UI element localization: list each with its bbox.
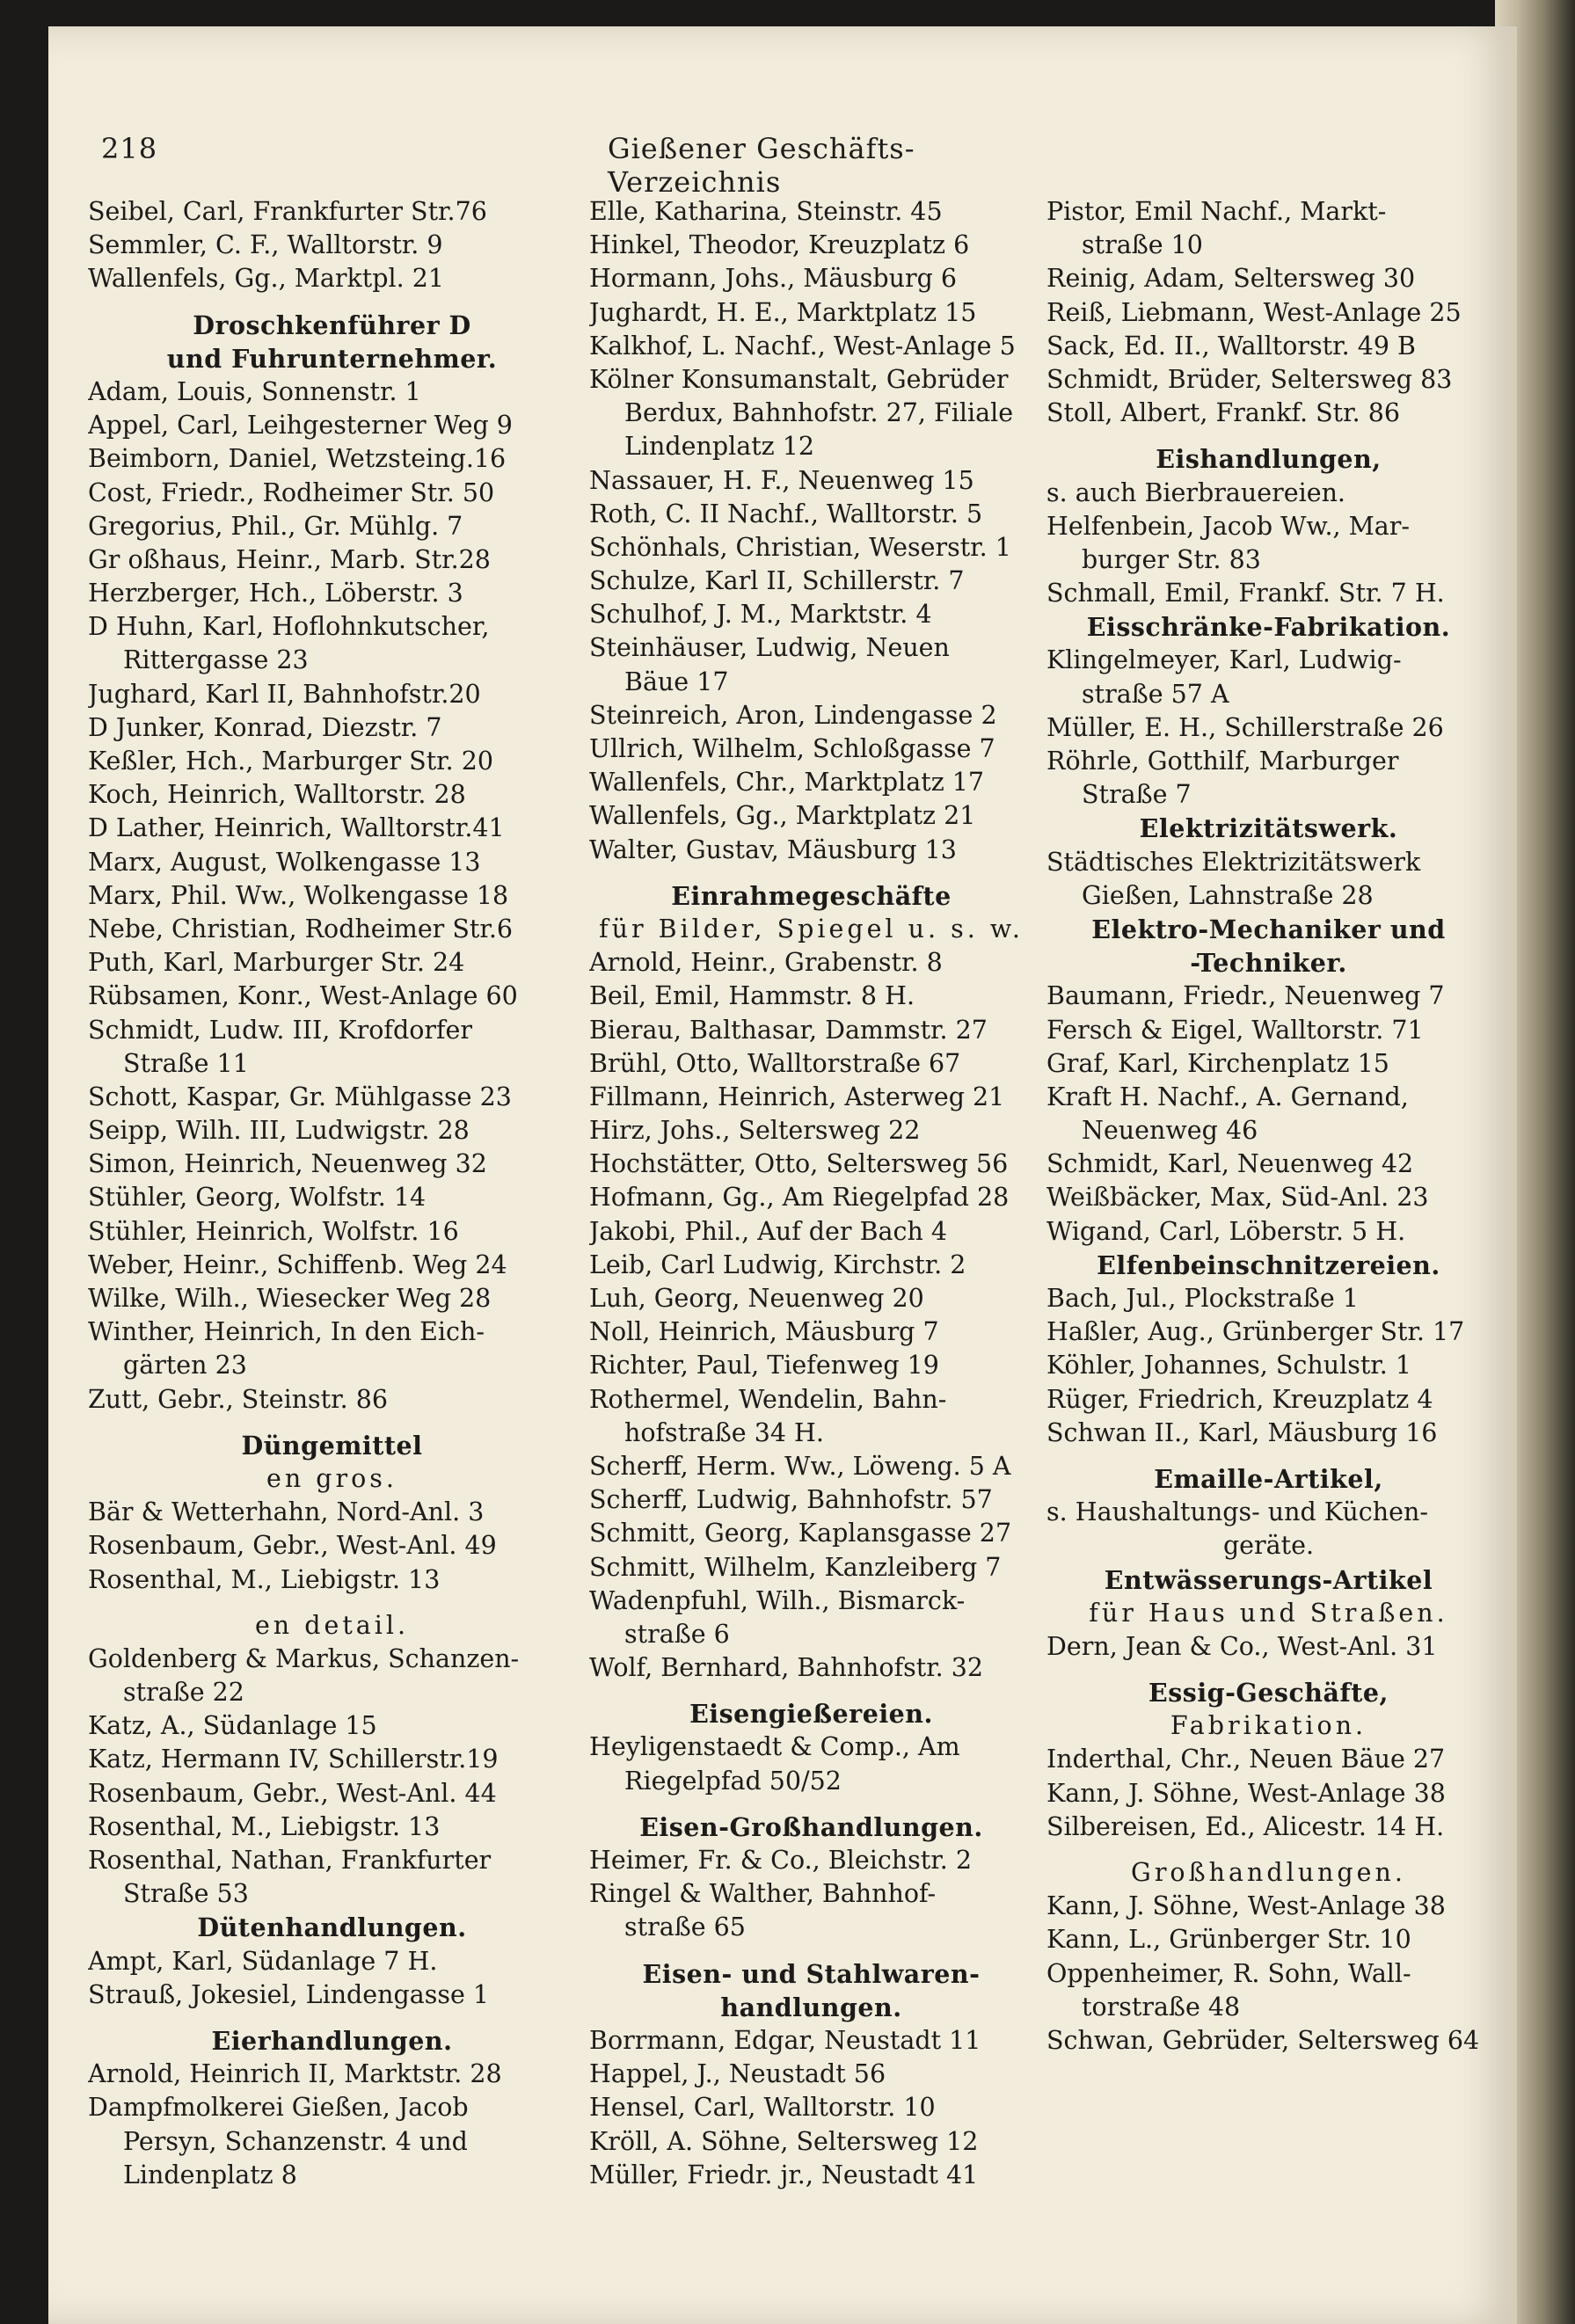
directory-entry: Elle, Katharina, Steinstr. 45 [589, 197, 943, 226]
directory-entry: Schmitt, Georg, Kaplansgasse 27 [589, 1519, 1012, 1548]
entry-continuation: Riegelpfad 50/52 [624, 1766, 842, 1796]
directory-entry: Kölner Konsumanstalt, Gebrüder [589, 364, 1009, 394]
entry-continuation: Straße 7 [1082, 780, 1192, 810]
category-subheading: Großhandlungen. [1131, 1858, 1406, 1887]
category-subheading: Fabrikation. [1170, 1711, 1367, 1741]
directory-entry: Kröll, A. Söhne, Seltersweg 12 [589, 2126, 979, 2156]
directory-entry: Herzberger, Hch., Löberstr. 3 [88, 579, 463, 608]
directory-entry: Schmidt, Brüder, Seltersweg 83 [1046, 364, 1453, 394]
directory-column-3 [1046, 195, 1491, 2058]
directory-entry: Wilke, Wilh., Wiesecker Weg 28 [88, 1284, 492, 1313]
directory-entry: Roth, C. II Nachf., Walltorstr. 5 [589, 499, 983, 528]
directory-entry: Kann, J. Söhne, West-Anlage 38 [1046, 1891, 1446, 1921]
directory-entry: Ullrich, Wilhelm, Schloßgasse 7 [589, 734, 995, 763]
entry-continuation: Gießen, Lahnstraße 28 [1082, 880, 1374, 910]
spacer [88, 1417, 576, 1429]
directory-entry: Baumann, Friedr., Neuenweg 7 [1046, 981, 1445, 1011]
directory-entry: Kann, L., Grünberger Str. 10 [1046, 1925, 1411, 1955]
directory-entry: Scherff, Ludwig, Bahnhofstr. 57 [589, 1485, 993, 1515]
category-subheading: en detail. [254, 1610, 410, 1640]
directory-entry: Schulhof, J. M., Marktstr. 4 [589, 600, 932, 630]
directory-entry: Röhrle, Gotthilf, Marburger [1046, 747, 1399, 776]
directory-entry: Arnold, Heinrich II, Marktstr. 28 [88, 2059, 502, 2089]
directory-entry: Klingelmeyer, Karl, Ludwig- [1046, 645, 1402, 675]
directory-entry: Rosenthal, M., Liebigstr. 13 [88, 1564, 441, 1594]
spacer [589, 867, 1033, 879]
directory-entry: Leib, Carl Ludwig, Kirchstr. 2 [589, 1249, 966, 1279]
spacer [589, 1945, 1033, 1957]
page-number: 218 [101, 132, 158, 165]
category-heading: Elektro-Mechaniker und [1091, 914, 1446, 944]
directory-entry: Müller, Friedr. jr., Neustadt 41 [589, 2160, 979, 2189]
directory-entry: Gregorius, Phil., Gr. Mühlg. 7 [88, 511, 463, 541]
directory-entry: D Huhn, Karl, Hoflohnkutscher, [88, 612, 490, 642]
directory-entry: Schmall, Emil, Frankf. Str. 7 H. [1046, 579, 1445, 608]
directory-entry: Hensel, Carl, Walltorstr. 10 [589, 2093, 936, 2123]
directory-entry: D Junker, Konrad, Diezstr. 7 [88, 712, 442, 742]
entry-continuation: Persyn, Schanzenstr. 4 und [123, 2126, 468, 2156]
directory-entry: Reinig, Adam, Seltersweg 30 [1046, 264, 1416, 294]
directory-entry: Simon, Heinrich, Neuenweg 32 [88, 1149, 487, 1179]
directory-entry: Bär & Wetterhahn, Nord-Anl. 3 [88, 1497, 485, 1527]
directory-entry: Winther, Heinrich, In den Eich- [88, 1317, 485, 1347]
directory-entry: Wallenfels, Chr., Marktplatz 17 [589, 768, 985, 798]
directory-entry: Fersch & Eigel, Walltorstr. 71 [1046, 1015, 1424, 1045]
directory-entry: Steinreich, Aron, Lindengasse 2 [589, 700, 997, 730]
directory-entry: Jughard, Karl II, Bahnhofstr.20 [88, 679, 481, 709]
directory-entry: Rosenbaum, Gebr., West-Anl. 49 [88, 1531, 497, 1561]
entry-continuation: Berdux, Bahnhofstr. 27, Filiale [624, 398, 1014, 428]
category-heading: und Fuhrunternehmer. [166, 343, 498, 374]
entry-continuation: hofstraße 34 H. [624, 1417, 824, 1447]
directory-entry: D Lather, Heinrich, Walltorstr.41 [88, 813, 505, 843]
directory-entry: Schwan, Gebrüder, Seltersweg 64 [1046, 2025, 1480, 2055]
spacer [589, 1685, 1033, 1697]
directory-entry: Stühler, Georg, Wolfstr. 14 [88, 1183, 427, 1213]
directory-entry: Jakobi, Phil., Auf der Bach 4 [589, 1216, 948, 1246]
page-header [101, 132, 1024, 199]
directory-entry: Wallenfels, Gg., Marktpl. 21 [88, 264, 444, 294]
spacer [589, 1798, 1033, 1810]
directory-entry: Rüger, Friedrich, Kreuzplatz 4 [1046, 1384, 1433, 1414]
category-subheading: für Bilder, Spiegel u. s. w. [599, 914, 1024, 943]
directory-entry: Rosenthal, Nathan, Frankfurter [88, 1846, 492, 1875]
directory-entry: Scherff, Herm. Ww., Löweng. 5 A [589, 1451, 1011, 1481]
directory-entry: Katz, Hermann IV, Schillerstr.19 [88, 1745, 499, 1774]
spacer [1046, 1450, 1491, 1462]
directory-entry: Zutt, Gebr., Steinstr. 86 [88, 1384, 388, 1414]
directory-entry: Rothermel, Wendelin, Bahn- [589, 1384, 947, 1414]
directory-entry: Schott, Kaspar, Gr. Mühlgasse 23 [88, 1082, 512, 1111]
page-title: Gießener Geschäfts-Verzeichnis [608, 132, 915, 199]
entry-continuation: straße 10 [1082, 230, 1203, 260]
category-heading: Eierhandlungen. [211, 2025, 453, 2056]
entry-continuation: Straße 11 [123, 1048, 249, 1078]
category-heading: Essig-Geschäfte, [1148, 1678, 1389, 1708]
directory-entry: Haßler, Aug., Grünberger Str. 17 [1046, 1317, 1465, 1347]
cross-reference: s. auch Bierbrauereien. [1046, 477, 1345, 507]
directory-entry: Beil, Emil, Hammstr. 8 H. [589, 981, 915, 1011]
directory-entry: s. Haushaltungs- und Küchen- [1046, 1497, 1428, 1527]
entry-continuation: Neuenweg 46 [1082, 1116, 1258, 1146]
directory-entry: Stühler, Heinrich, Wolfstr. 16 [88, 1216, 459, 1246]
directory-entry: Seipp, Wilh. III, Ludwigstr. 28 [88, 1116, 470, 1146]
directory-entry: Luh, Georg, Neuenweg 20 [589, 1284, 924, 1313]
spacer [88, 296, 576, 309]
category-heading: Elektrizitätswerk. [1139, 813, 1398, 844]
directory-entry: Hochstätter, Otto, Seltersweg 56 [589, 1149, 1009, 1179]
directory-entry: Bierau, Balthasar, Dammstr. 27 [589, 1015, 988, 1045]
spacer [88, 2012, 576, 2024]
category-heading: Eisengießereien. [689, 1699, 933, 1730]
directory-entry: Happel, J., Neustadt 56 [589, 2059, 886, 2089]
directory-entry: Kraft H. Nachf., A. Gernand, [1046, 1082, 1409, 1111]
directory-entry: Müller, E. H., Schillerstraße 26 [1046, 712, 1444, 742]
directory-entry: Dern, Jean & Co., West-Anl. 31 [1046, 1631, 1438, 1661]
cross-reference: geräte. [1222, 1531, 1315, 1561]
directory-entry: Kann, J. Söhne, West-Anlage 38 [1046, 1778, 1446, 1808]
directory-entry: Pistor, Emil Nachf., Markt- [1046, 197, 1387, 226]
directory-entry: Jughardt, H. E., Marktplatz 15 [589, 297, 977, 327]
directory-entry: Schwan II., Karl, Mäusburg 16 [1046, 1417, 1438, 1447]
directory-entry: Cost, Friedr., Rodheimer Str. 50 [88, 477, 495, 507]
category-heading: Entwässerungs-Artikel [1104, 1564, 1433, 1595]
directory-entry: Inderthal, Chr., Neuen Bäue 27 [1046, 1745, 1446, 1774]
category-heading: handlungen. [720, 1992, 902, 2022]
category-subheading: en gros. [266, 1463, 397, 1493]
directory-entry: Bach, Jul., Plockstraße 1 [1046, 1284, 1359, 1313]
directory-entry: Appel, Carl, Leihgesterner Weg 9 [88, 411, 513, 441]
directory-entry: Schönhals, Christian, Weserstr. 1 [589, 532, 1011, 562]
directory-entry: Schmitt, Wilhelm, Kanzleiberg 7 [589, 1552, 1002, 1582]
directory-entry: Koch, Heinrich, Walltorstr. 28 [88, 780, 466, 810]
entry-continuation: gärten 23 [123, 1351, 247, 1381]
category-heading: Dütenhandlungen. [197, 1912, 467, 1943]
directory-entry: Oppenheimer, R. Sohn, Wall- [1046, 1958, 1411, 1988]
directory-entry: Hirz, Johs., Seltersweg 22 [589, 1116, 921, 1146]
category-heading: Elfenbeinschnitzereien. [1097, 1249, 1440, 1280]
directory-entry: Adam, Louis, Sonnenstr. 1 [88, 376, 421, 406]
directory-entry: Keßler, Hch., Marburger Str. 20 [88, 747, 494, 776]
directory-entry: Goldenberg & Markus, Schanzen- [88, 1643, 520, 1673]
entry-continuation: straße 6 [624, 1619, 730, 1649]
directory-entry: Hofmann, Gg., Am Riegelpfad 28 [589, 1183, 1010, 1213]
entry-continuation: Bäue 17 [624, 667, 729, 696]
directory-entry: Strauß, Jokesiel, Lindengasse 1 [88, 1979, 490, 2009]
entry-continuation: straße 57 A [1082, 679, 1229, 709]
entry-continuation: torstraße 48 [1082, 1992, 1241, 2022]
directory-entry: Puth, Karl, Marburger Str. 24 [88, 948, 465, 978]
directory-entry: Schmidt, Karl, Neuenweg 42 [1046, 1149, 1414, 1179]
directory-entry: Katz, A., Südanlage 15 [88, 1711, 377, 1741]
directory-column-2 [589, 195, 1033, 2192]
directory-entry: Dampfmolkerei Gießen, Jacob [88, 2093, 469, 2123]
directory-entry: Borrmann, Edgar, Neustadt 11 [589, 2025, 981, 2055]
category-heading: Eisen-Großhandlungen. [639, 1811, 983, 1842]
directory-entry: Silbereisen, Ed., Alicestr. 14 H. [1046, 1811, 1445, 1841]
directory-entry: Sack, Ed. II., Walltorstr. 49 B [1046, 331, 1416, 361]
directory-entry: Weber, Heinr., Schiffenb. Weg 24 [88, 1249, 507, 1279]
directory-entry: Schmidt, Ludw. III, Krofdorfer [88, 1015, 473, 1045]
category-heading: Droschkenführer D [193, 310, 471, 340]
directory-entry: Helfenbein, Jacob Ww., Mar- [1046, 511, 1411, 541]
directory-entry: Weißbäcker, Max, Süd-Anl. 23 [1046, 1183, 1429, 1213]
category-heading: Einrahmegeschäfte [671, 880, 952, 911]
directory-entry: Rosenthal, M., Liebigstr. 13 [88, 1811, 441, 1841]
spacer [1046, 430, 1491, 442]
category-heading: Eisen- und Stahlwaren- [642, 1958, 981, 1989]
directory-entry: Marx, Phil. Ww., Wolkengasse 18 [88, 880, 509, 910]
directory-entry: Köhler, Johannes, Schulstr. 1 [1046, 1351, 1412, 1381]
directory-entry: Wolf, Bernhard, Bahnhofstr. 32 [589, 1653, 984, 1683]
directory-entry: Brühl, Otto, Walltorstraße 67 [589, 1048, 961, 1078]
directory-entry: Ampt, Karl, Südanlage 7 H. [88, 1946, 438, 1976]
directory-entry: Rübsamen, Konr., West-Anlage 60 [88, 981, 518, 1011]
directory-entry: Graf, Karl, Kirchenplatz 15 [1046, 1048, 1389, 1078]
category-heading: -Techniker. [1190, 948, 1347, 979]
directory-entry: Wallenfels, Gg., Marktplatz 21 [589, 801, 976, 831]
entry-continuation: straße 22 [123, 1678, 244, 1708]
spacer [1046, 1844, 1491, 1856]
directory-entry: Stoll, Albert, Frankf. Str. 86 [1046, 398, 1401, 428]
directory-entry: Nebe, Christian, Rodheimer Str.6 [88, 914, 514, 943]
directory-entry: Heyligenstaedt & Comp., Am [589, 1732, 960, 1762]
directory-entry: Seibel, Carl, Frankfurter Str.76 [88, 197, 487, 226]
category-heading: Emaille-Artikel, [1154, 1463, 1383, 1494]
directory-entry: Semmler, C. F., Walltorstr. 9 [88, 230, 443, 260]
directory-entry: Beimborn, Daniel, Wetzsteing.16 [88, 444, 507, 474]
directory-entry: Ringel & Walther, Bahnhof- [589, 1879, 937, 1909]
directory-entry: Gr oßhaus, Heinr., Marb. Str.28 [88, 544, 491, 574]
directory-entry: Fillmann, Heinrich, Asterweg 21 [589, 1082, 1005, 1111]
directory-entry: Steinhäuser, Ludwig, Neuen [589, 633, 950, 663]
category-heading: Eisschränke-Fabrikation. [1086, 612, 1451, 643]
directory-entry: Walter, Gustav, Mäusburg 13 [589, 834, 957, 864]
directory-entry: Reiß, Liebmann, West-Anlage 25 [1046, 297, 1462, 327]
entry-continuation: Lindenplatz 12 [624, 432, 815, 462]
directory-entry: Kalkhof, L. Nachf., West-Anlage 5 [589, 331, 1016, 361]
category-heading: Eishandlungen, [1156, 444, 1382, 475]
directory-entry: Schulze, Karl II, Schillerstr. 7 [589, 566, 965, 596]
entry-continuation: Straße 53 [123, 1879, 249, 1909]
directory-entry: Rosenbaum, Gebr., West-Anl. 44 [88, 1778, 497, 1808]
directory-entry: Noll, Heinrich, Mäusburg 7 [589, 1317, 939, 1347]
directory-column-1 [88, 195, 576, 2192]
category-heading: Düngemittel [241, 1430, 423, 1461]
entry-continuation: Lindenplatz 8 [123, 2160, 297, 2189]
entry-continuation: Rittergasse 23 [123, 645, 309, 675]
spacer [88, 1597, 576, 1609]
directory-entry: Hinkel, Theodor, Kreuzplatz 6 [589, 230, 970, 260]
directory-entry: Nassauer, H. F., Neuenweg 15 [589, 465, 974, 495]
directory-entry: Arnold, Heinr., Grabenstr. 8 [589, 948, 943, 978]
spacer [1046, 1664, 1491, 1676]
directory-entry: Richter, Paul, Tiefenweg 19 [589, 1351, 939, 1381]
category-subheading: für Haus und Straßen. [1089, 1598, 1448, 1628]
directory-entry: Marx, August, Wolkengasse 13 [88, 847, 481, 877]
directory-entry: Wadenpfuhl, Wilh., Bismarck- [589, 1585, 966, 1615]
directory-entry: Hormann, Johs., Mäusburg 6 [589, 264, 958, 294]
entry-continuation: burger Str. 83 [1082, 544, 1261, 574]
directory-entry: Heimer, Fr. & Co., Bleichstr. 2 [589, 1846, 972, 1875]
entry-continuation: straße 65 [624, 1912, 746, 1942]
directory-entry: Städtisches Elektrizitätswerk [1046, 847, 1421, 877]
directory-entry: Wigand, Carl, Löberstr. 5 H. [1046, 1216, 1406, 1246]
